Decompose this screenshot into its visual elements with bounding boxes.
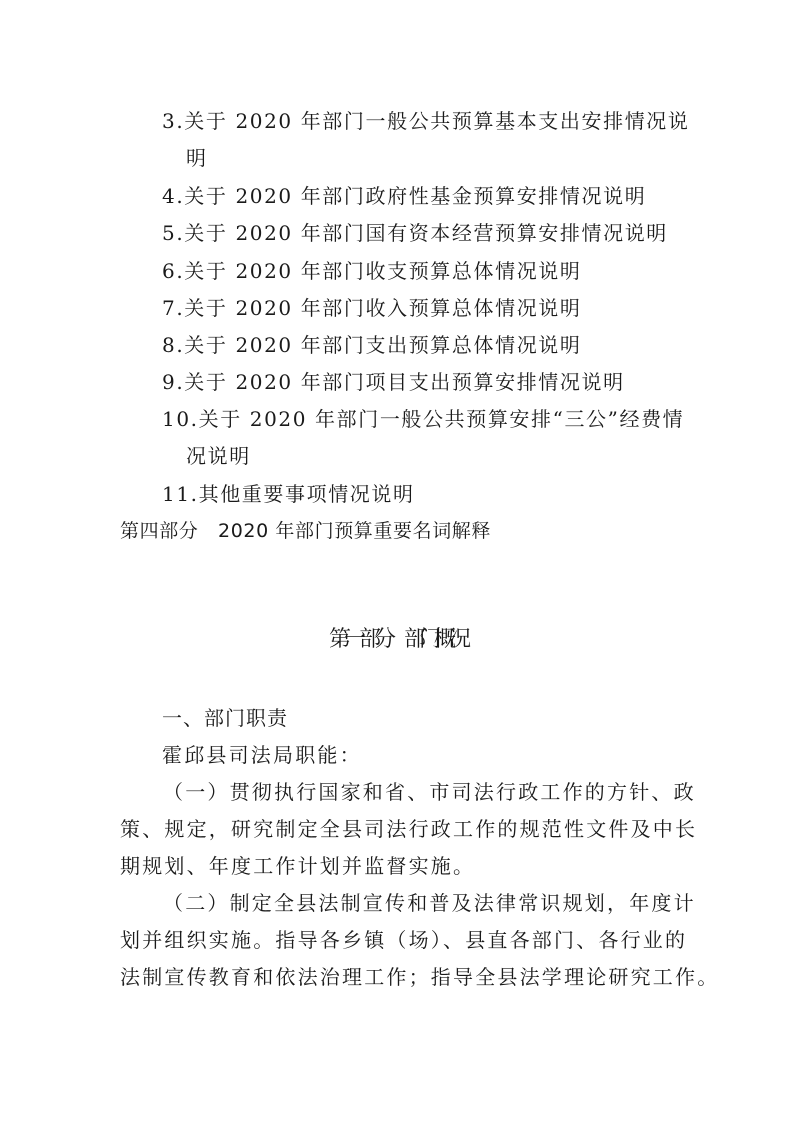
- chapter-title: 第一部分 部门概况: [328, 627, 464, 652]
- section-heading: 一、部门职责: [162, 706, 288, 730]
- part4-heading: 第四部分 2020 年部门预算重要名词解释: [120, 520, 491, 542]
- section-intro: 霍邱县司法局职能：: [162, 743, 362, 767]
- toc-item-3-continued: 明: [186, 146, 208, 170]
- paragraph-2-line-2: 划并组织实施。指导各乡镇（场）、县直各部门、各行业的: [120, 928, 688, 952]
- toc-item-11: 11.其他重要事项情况说明: [162, 482, 415, 506]
- toc-item-7: 7.关于 2020 年部门收入预算总体情况说明: [162, 296, 582, 320]
- paragraph-1-line-3: 期规划、年度工作计划并监督实施。: [120, 854, 476, 878]
- toc-item-4: 4.关于 2020 年部门政府性基金预算安排情况说明: [162, 184, 647, 208]
- toc-item-9: 9.关于 2020 年部门项目支出预算安排情况说明: [162, 370, 625, 394]
- toc-item-6: 6.关于 2020 年部门收支预算总体情况说明: [162, 259, 582, 283]
- toc-item-10: 10.关于 2020 年部门一般公共预算安排“三公”经费情: [162, 407, 685, 431]
- paragraph-2-line-3: 法制宣传教育和依法治理工作；指导全县法学理论研究工作。: [120, 965, 720, 989]
- paragraph-1-line-2: 策、规定，研究制定全县司法行政工作的规范性文件及中长: [120, 817, 698, 841]
- toc-item-8: 8.关于 2020 年部门支出预算总体情况说明: [162, 333, 582, 357]
- toc-item-10-continued: 况说明: [186, 444, 251, 468]
- toc-item-5: 5.关于 2020 年部门国有资本经营预算安排情况说明: [162, 221, 668, 245]
- paragraph-2-line-1: （二）制定全县法制宣传和普及法律常识规划，年度计: [163, 891, 696, 915]
- paragraph-1-line-1: （一）贯彻执行国家和省、市司法行政工作的方针、政: [163, 780, 696, 804]
- toc-item-3: 3.关于 2020 年部门一般公共预算基本支出安排情况说: [162, 109, 690, 133]
